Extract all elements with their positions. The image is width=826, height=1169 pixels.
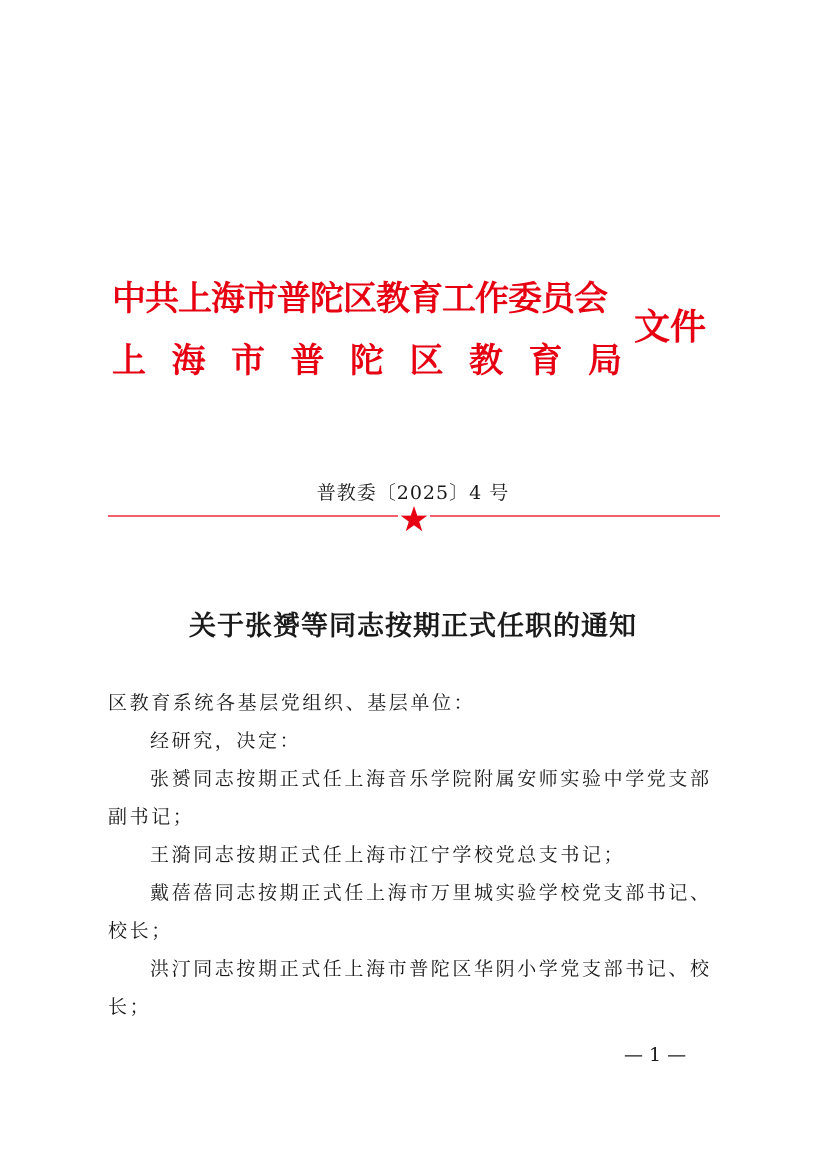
paragraph: 戴蓓蓓同志按期正式任上海市万里城实验学校党支部书记、校长； xyxy=(108,882,712,942)
document-title: 关于张赟等同志按期正式任职的通知 xyxy=(189,611,637,642)
paragraph: 洪汀同志按期正式任上海市普陀区华阴小学党支部书记、校长； xyxy=(108,958,712,1018)
bureau-char: 陀 xyxy=(350,341,384,381)
bureau-char: 上 xyxy=(112,341,146,381)
bureau-char: 区 xyxy=(409,341,444,381)
paragraph: 经研究，决定： xyxy=(150,730,302,752)
issuing-organizations xyxy=(112,272,627,388)
party-committee-name: 中共上海市普陀区教育工作委员会 xyxy=(112,279,607,319)
paragraph: 王漪同志按期正式任上海市江宁学校党总支书记； xyxy=(150,844,626,866)
education-bureau-name xyxy=(112,334,622,388)
salutation: 区教育系统各基层党组织、基层单位： xyxy=(108,692,476,714)
red-divider xyxy=(108,505,720,533)
paragraph: 张赟同志按期正式任上海音乐学院附属安师实验中学党支部副书记； xyxy=(108,768,712,828)
bureau-char: 海 xyxy=(171,341,206,381)
bureau-char: 育 xyxy=(528,341,563,381)
document-suffix: 文件 xyxy=(634,306,707,348)
page-number: — 1 — xyxy=(624,1044,687,1066)
bureau-char: 市 xyxy=(231,341,265,381)
red-star-icon xyxy=(401,506,428,531)
document-body xyxy=(108,684,720,1026)
bureau-char: 教 xyxy=(469,341,503,381)
bureau-char: 局 xyxy=(588,341,622,381)
bureau-char: 普 xyxy=(290,341,325,381)
document-number: 普教委〔2025〕4 号 xyxy=(316,482,510,504)
